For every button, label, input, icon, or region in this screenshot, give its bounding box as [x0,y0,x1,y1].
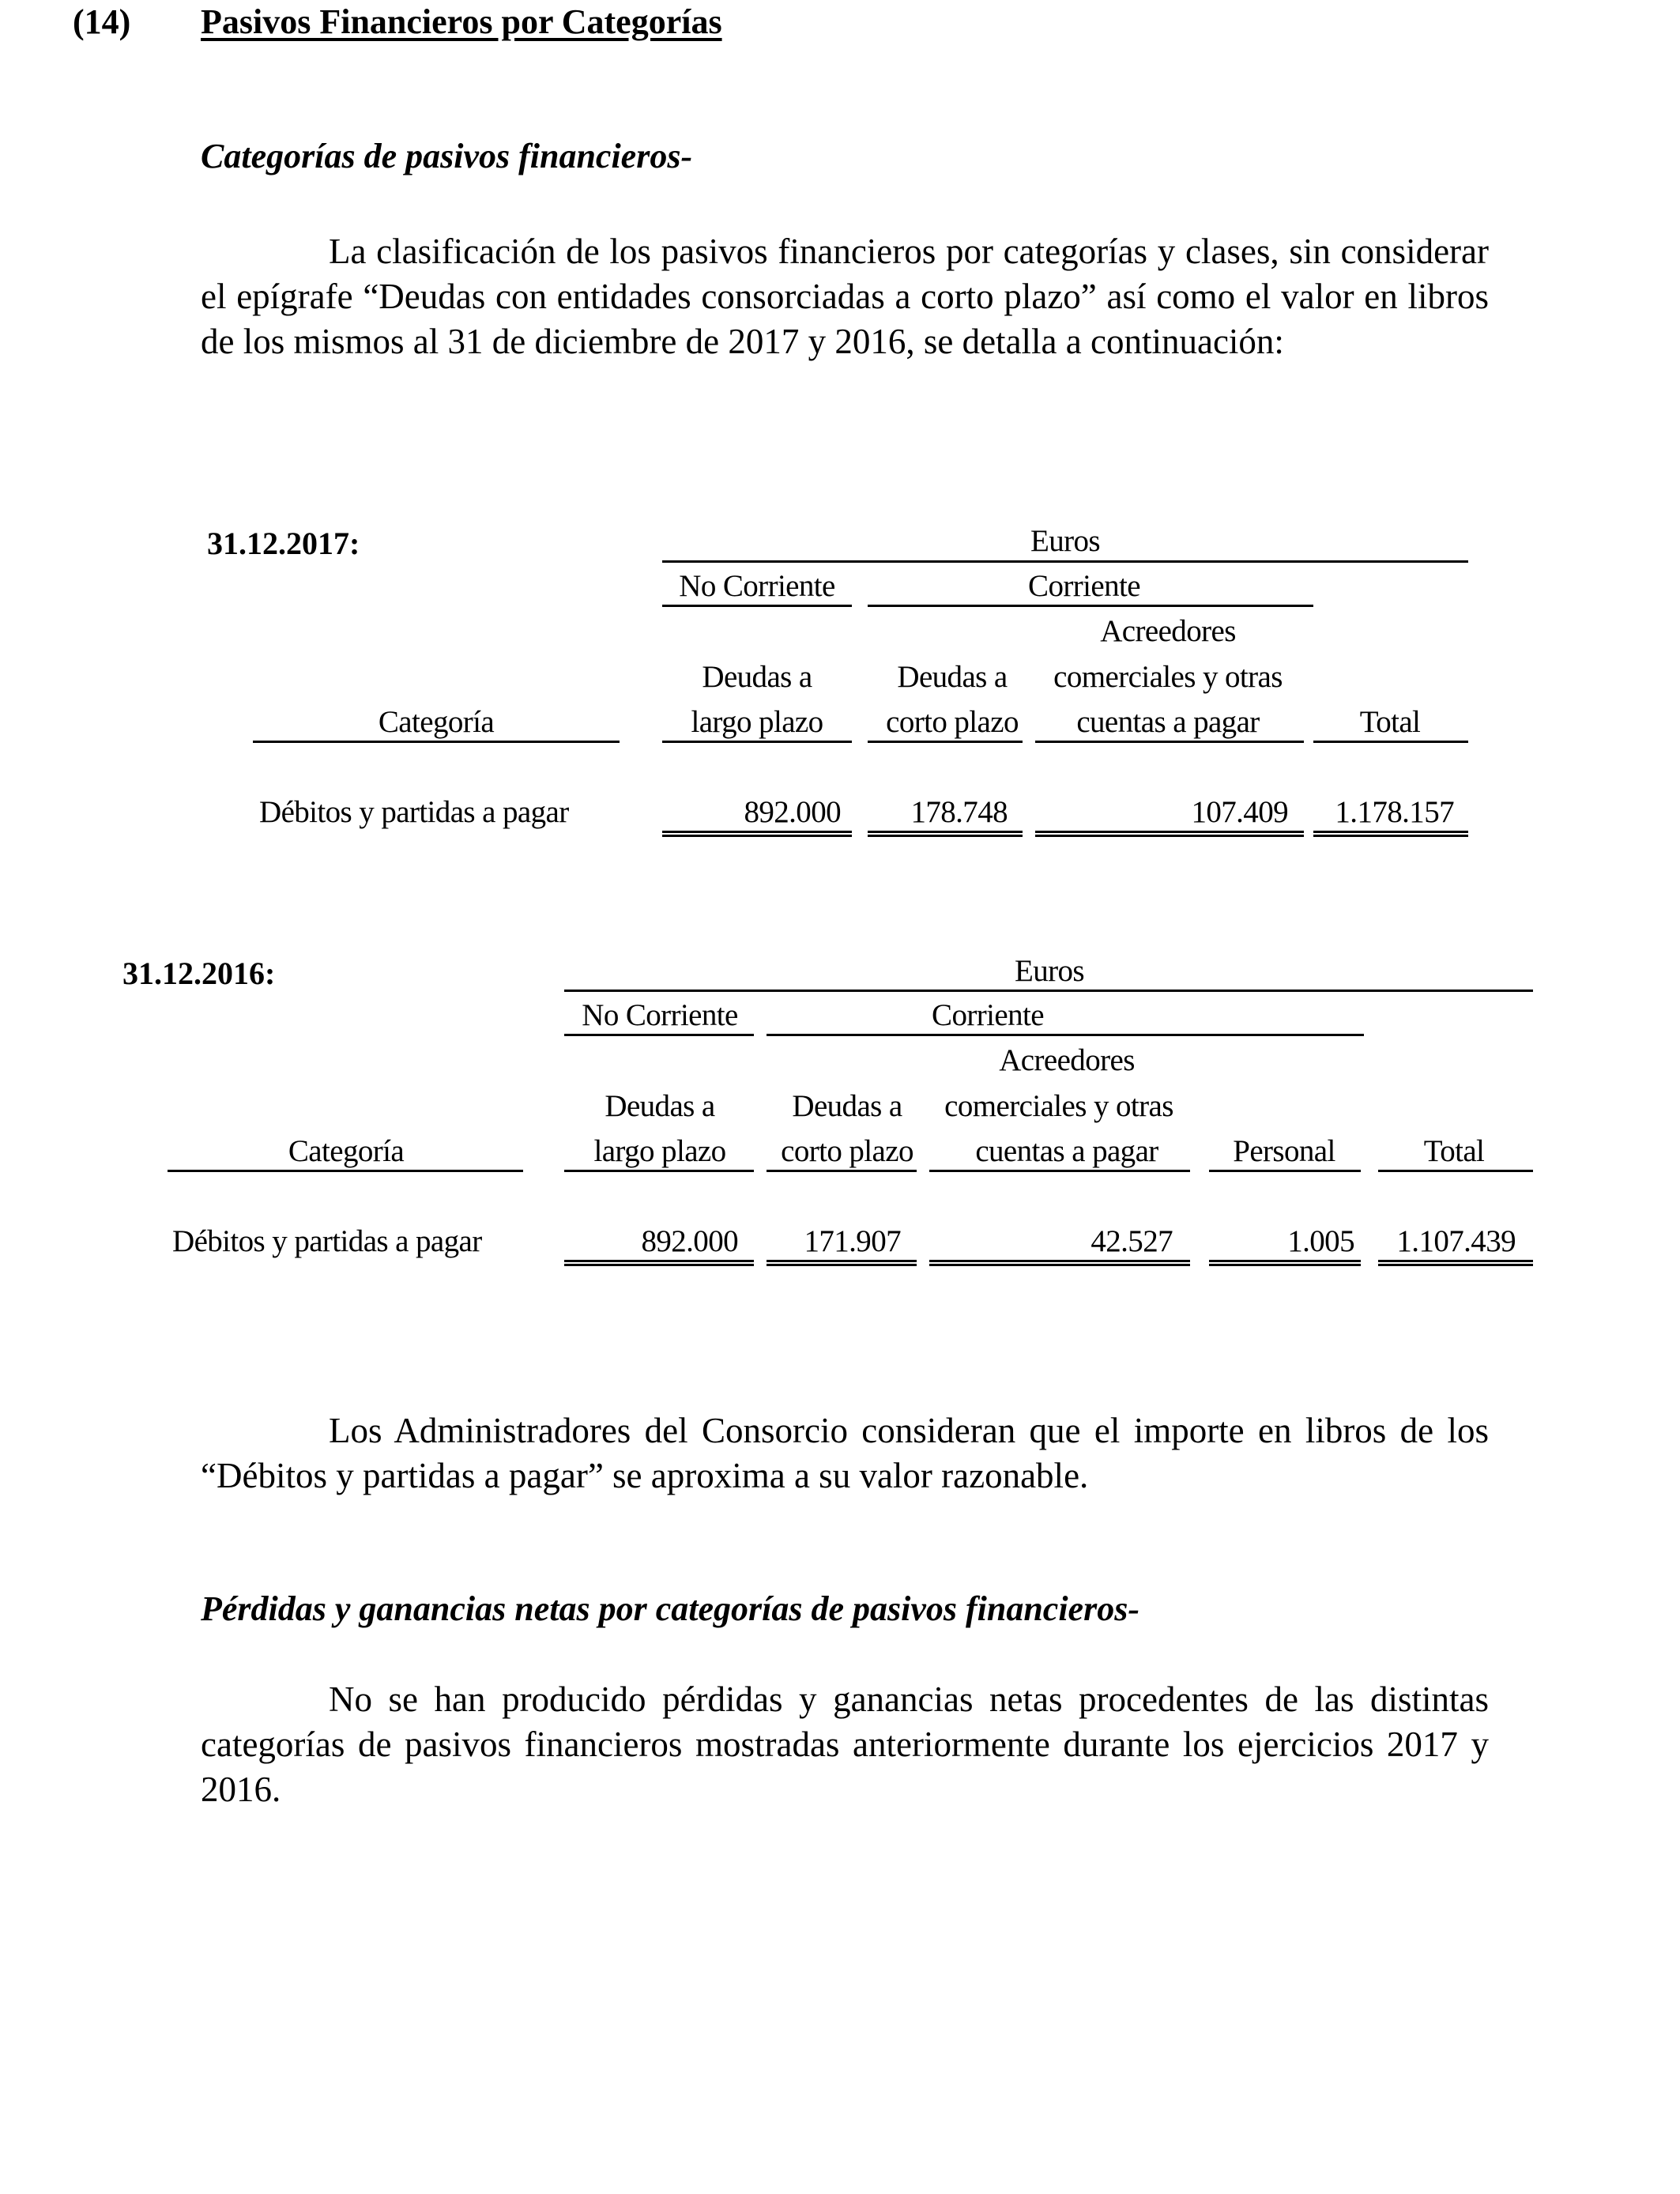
table-2016-value-acreedores: 42.527 [1090,1224,1173,1258]
table-2017-corto-line2: corto plazo [886,705,1019,739]
table-2016-largo-double-rule [564,1260,754,1266]
table-2017-value-corto: 178.748 [910,795,1008,829]
table-2016-corriente-header: Corriente [932,998,1044,1032]
table-2017-corriente-rule [868,605,1313,607]
table-2016-acreedores-double-rule [929,1260,1190,1266]
table-2017-total-rule [1313,741,1468,743]
table-2017-acreedores-line2: comerciales y otras [1053,660,1283,694]
table-2016-corto-line2: corto plazo [781,1134,913,1168]
table-2017-corto-line1: Deudas a [897,660,1008,694]
table-2017-acreedores-line3: cuentas a pagar [1076,705,1260,739]
table-2017-largo-double-rule [662,831,852,837]
intro-paragraph: La clasificación de los pasivos financieros por categorías y clases, sin considerar el epígrafe “Deudas con entidades consorciadas a corto plazo” así como el valor en libros de los mismos al 31 de diciembre de 2017 y 2016, se detalla a continuación: [201,232,1489,361]
table-2016-total-double-rule [1378,1260,1533,1266]
table-2016-euros-header: Euros [1015,954,1084,988]
table-2017-acreedores-double-rule [1035,831,1304,837]
section-title: Pasivos Financieros por Categorías [201,2,722,41]
table-2017-no-corriente-rule [662,605,852,607]
table-2016-acreedores-line2: comerciales y otras [944,1089,1173,1123]
table-2017-no-corriente-header: No Corriente [679,569,835,603]
table-2016-corto-line1: Deudas a [792,1089,902,1123]
table-2016-personal-double-rule [1209,1260,1361,1266]
table-2017-largo-line2: largo plazo [691,705,823,739]
table-2017-corto-double-rule [868,831,1023,837]
table-2017-value-largo: 892.000 [744,795,841,829]
table-2017-total-header: Total [1359,705,1421,739]
table-2016-value-largo: 892.000 [641,1224,738,1258]
table-2017-euros-rule [662,560,1468,563]
table-2016-total-header: Total [1423,1134,1485,1168]
table-2016-largo-line1: Deudas a [605,1089,715,1123]
table-2016-corriente-rule [767,1034,1364,1036]
table-2017-total-double-rule [1313,831,1468,837]
table-2017-corriente-header: Corriente [1028,569,1140,603]
table-2017-date: 31.12.2017: [207,526,360,561]
table-2017-corto-rule [868,741,1023,743]
table-2016-value-total: 1.107.439 [1396,1224,1516,1258]
table-2016-acreedores-rule [929,1170,1190,1172]
table-2016-personal-rule [1209,1170,1361,1172]
table-2016-value-personal: 1.005 [1287,1224,1354,1258]
table-2016-date: 31.12.2016: [122,956,276,991]
table-2017-acreedores-line1: Acreedores [1100,614,1236,648]
administradores-paragraph: Los Administradores del Consorcio consideran que el importe en libros de los “Débitos y partidas a pagar” se aproxima a su valor razonable. [201,1411,1489,1495]
table-2016-row-label: Débitos y partidas a pagar [172,1224,482,1258]
table-2016-euros-rule [564,990,1533,992]
table-2017-categoria-rule [253,741,620,743]
section-number: (14) [73,2,131,41]
table-2017-value-total: 1.178.157 [1335,795,1454,829]
subheading-categorias: Categorías de pasivos financieros- [201,137,693,175]
table-2016-value-corto: 171.907 [804,1224,901,1258]
table-2016-no-corriente-rule [564,1034,754,1036]
table-2017-acreedores-rule [1035,741,1304,743]
table-2017-largo-rule [662,741,852,743]
table-2016-personal-header: Personal [1233,1134,1335,1168]
perdidas-paragraph: No se han producido pérdidas y ganancias netas procedentes de las distintas categorías de pasivos financieros mostradas anteriormente durante los ejercicios 2017 y 2016. [201,1679,1489,1809]
table-2017-value-acreedores: 107.409 [1191,795,1288,829]
table-2017-largo-line1: Deudas a [702,660,812,694]
table-2017-row-label: Débitos y partidas a pagar [259,795,569,829]
table-2016-categoria-rule [168,1170,523,1172]
table-2016-total-rule [1378,1170,1533,1172]
table-2016-acreedores-line1: Acreedores [999,1043,1135,1077]
table-2016-largo-line2: largo plazo [593,1134,726,1168]
table-2016-categoria-header: Categoría [288,1134,405,1168]
subheading-perdidas-ganancias: Pérdidas y ganancias netas por categorías de pasivos financieros- [201,1589,1139,1628]
table-2017-categoria-header: Categoría [378,705,495,739]
table-2016-acreedores-line3: cuentas a pagar [975,1134,1158,1168]
table-2016-no-corriente-header: No Corriente [582,998,738,1032]
table-2016-largo-rule [564,1170,754,1172]
table-2016-corto-double-rule [767,1260,917,1266]
table-2016-corto-rule [767,1170,917,1172]
table-2017-euros-header: Euros [1030,524,1100,558]
